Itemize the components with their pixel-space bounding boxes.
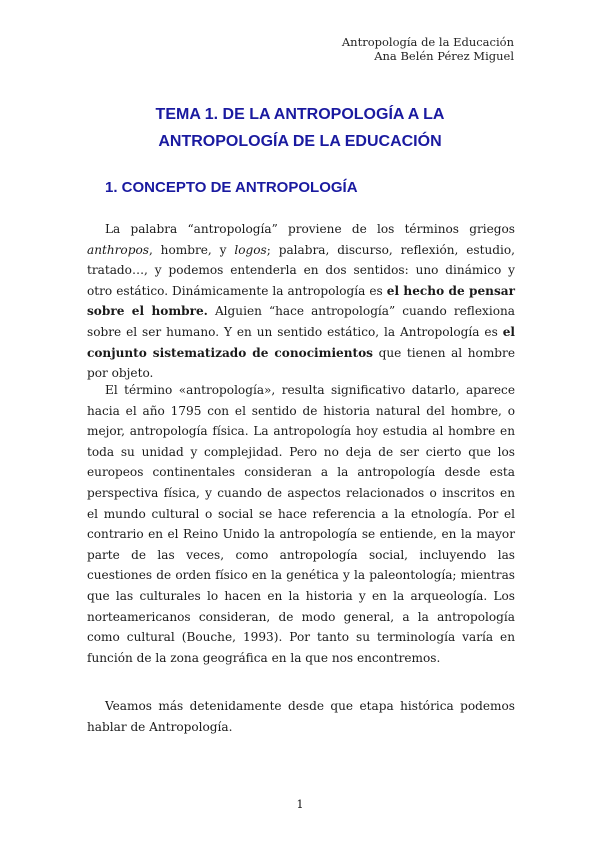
p1-emphasis-static: el conjunto sistematizado de conocimientos [87,324,515,360]
p1-text-3: ; palabra, discurso, reflexión, estudio, tratado…, y podemos entenderla en dos sentidos: uno dinámico y otro estático. Dinámicamente la antropología es [87,242,515,298]
header-course: Antropología de la Educación [341,35,514,49]
header-author: Ana Belén Pérez Miguel [374,49,514,63]
chapter-title [0,101,600,155]
p1-text-5: que tienen al hombre por objeto. [87,345,515,381]
running-header [342,35,514,63]
p1-text-2: , hombre, y [148,242,235,257]
p3-text: Veamos más detenidamente desde que etapa histórica podemos hablar de Antropología. [87,699,515,734]
section-heading: 1. CONCEPTO DE ANTROPOLOGÍA [105,179,358,196]
chapter-title-line2: ANTROPOLOGÍA DE LA EDUCACIÓN [158,133,442,150]
chapter-title-line1: TEMA 1. DE LA ANTROPOLOGÍA A LA [155,106,445,123]
p1-term-logos: logos [234,242,267,257]
p1-emphasis-dynamic: el hecho de pensar sobre el hombre. [87,283,515,319]
p1-text-1: La palabra “antropología” proviene de los términos griegos [105,222,515,236]
paragraph-3 [87,696,515,737]
page-number: 1 [296,798,304,811]
p1-text-4: Alguien “hace antropología” cuando reflexiona sobre el ser humano. Y en un sentido estático, la Antropología es [87,304,515,339]
paragraph-1 [87,219,515,384]
paragraph-2 [87,380,515,668]
p1-term-anthropos: anthropos [87,242,149,257]
p2-text: El término «antropología», resulta significativo datarlo, aparece hacia el año 1795 con el sentido de historia natural del hombre, o mejor, antropología física. La antropología hoy estudia al hombre en toda su unidad y complejidad. Pero no deja de ser cierto que los europeos continentales consideran a la antropología desde esta perspectiva física, y cuando de aspectos relacionados o inscritos en el mundo cultural o social se hace referencia a la etnología. Por el contrario en el Reino Unido la antropología se entiende, en la mayor parte de las veces, como antropología social, incluyendo las cuestiones de orden físico en la genética y la paleontología; mientras que las culturales lo hacen en la historia y en la arqueología. Los norteamericanos consideran, de modo general, a la antropología como cultural (Bouche, 1993). Por tanto su terminología varía en función de la zona geográfica en la que nos encontremos. [87,383,515,665]
